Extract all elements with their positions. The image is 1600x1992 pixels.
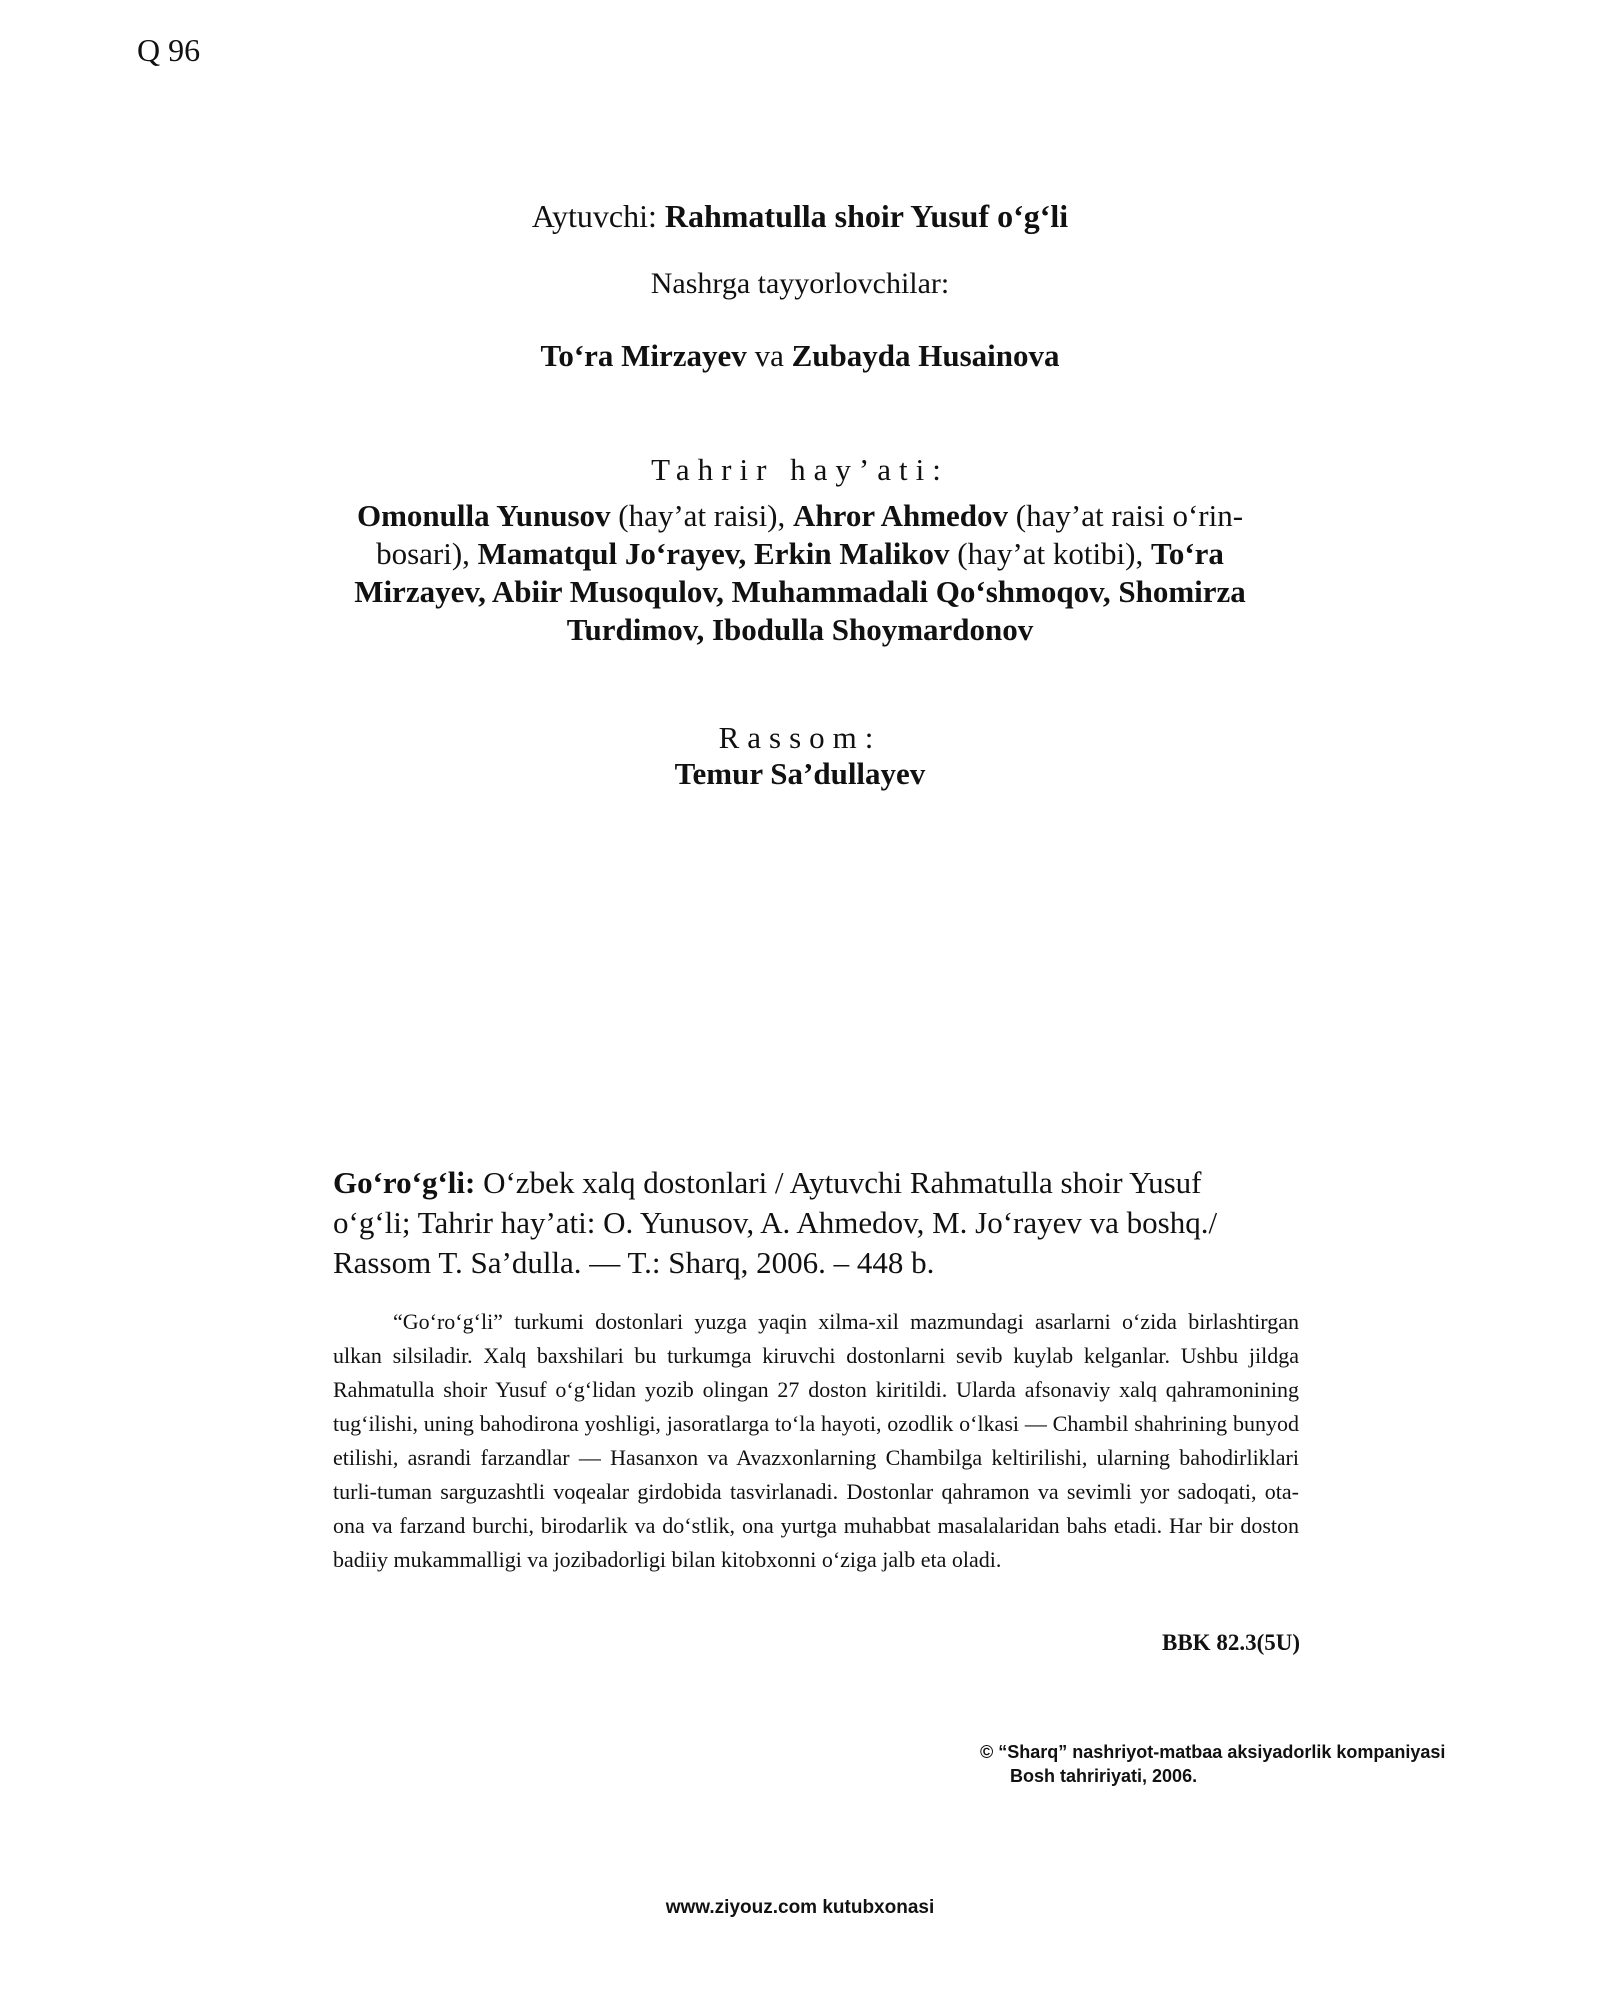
board-member-role: (hay’at raisi o‘rin-bosari), [376, 498, 1244, 571]
annotation-paragraph: “Go‘ro‘g‘li” turkumi dostonlari yuzga yaqin xilma-xil mazmundagi asarlarni o‘zida birlashtirgan ulkan silsiladir. Xalq baxshilari bu turkumga kiruvchi dostonlarni sevib kuylab kelganlar. Ushbu jildga Rahmatulla shoir Yusuf o‘g‘lidan yozib olingan 27 doston kiritildi. Ularda afsonaviy xalq qahramonining tug‘ilishi, uning bahodirona yoshligi, jasoratlarga to‘la hayoti, ozodlik o‘lkasi — Chambil shahrining bunyod etilishi, asrandi farzandlar — Hasanxon va Avazxonlarning Chambilga keltirilishi, ularning bahodirliklari turli-tuman sarguzashtli voqealar girdobida tasvirlanadi. Dostonlar qahramon va sevimli yor sadoqati, ota-ona va farzand burchi, birodarlik va do‘stlik, ona yurtga muhabbat masalalaridan bahs etadi. Har bir doston badiiy mukammalligi va jozibadorligi bilan kitobxonni o‘ziga jalb eta oladi. [333, 1309, 1299, 1572]
editorial-board-members [330, 497, 1270, 649]
author-name: Rahmatulla shoir Yusuf o‘g‘li [664, 198, 1069, 234]
catalog-title: Go‘ro‘g‘li: [333, 1165, 476, 1200]
catalog-line-1 [333, 1163, 1299, 1203]
copyright-line-2: Bosh tahririyati, 2006. [1010, 1766, 1198, 1786]
preparers-names [0, 338, 1600, 374]
preparers-label: Nashrga tayyorlovchilar: [650, 267, 950, 300]
board-member-role: (hay’at raisi), [610, 498, 794, 533]
board-member-name: Ahror Ahmedov [793, 498, 1009, 533]
board-member-role: (hay’at kotibi), [949, 536, 1151, 571]
artist-label: Rassom: [718, 720, 882, 755]
preparer-name-1: To‘ra Mirzayev [540, 338, 747, 373]
preparer-name-2: Zubayda Husainova [791, 338, 1060, 373]
catalog-entry [333, 1163, 1299, 1283]
udk-code: Q 96 [137, 32, 201, 68]
preparers-conjunction: va [746, 338, 792, 373]
author-line [0, 198, 1600, 235]
editorial-board-label: Tahrir hay’ati: [651, 452, 949, 487]
copyright-line-1: © “Sharq” nashriyot-matbaa aksiyadorlik kompaniyasi [980, 1742, 1446, 1762]
board-member-name: Mamatqul Jo‘rayev, Erkin Malikov [477, 536, 950, 571]
artist-name: Temur Sa’dullayev [674, 756, 926, 791]
copyright-notice [980, 1740, 1480, 1788]
bbk-code: BBK 82.3(5U) [1162, 1630, 1300, 1655]
author-label: Aytuvchi: [531, 198, 665, 234]
board-member-name: To‘ra Mirzayev, Abiir Musoqulov, Muhammadali Qo‘shmoqov, Shomirza Turdimov, Ibodulla Shoymardonov [354, 536, 1246, 647]
board-member-name: Omonulla Yunusov [356, 498, 611, 533]
catalog-line-3: Rassom T. Sa’dulla. — T.: Sharq, 2006. – 448 b. [333, 1245, 935, 1280]
catalog-line-2: o‘g‘li; Tahrir hay’ati: O. Yunusov, A. Ahmedov, M. Jo‘rayev va boshq./ [333, 1205, 1218, 1240]
catalog-line-1-text: O‘zbek xalq dostonlari / Aytuvchi Rahmatulla shoir Yusuf [475, 1165, 1202, 1200]
footer-site-link[interactable]: www.ziyouz.com kutubxonasi [665, 1897, 935, 1918]
